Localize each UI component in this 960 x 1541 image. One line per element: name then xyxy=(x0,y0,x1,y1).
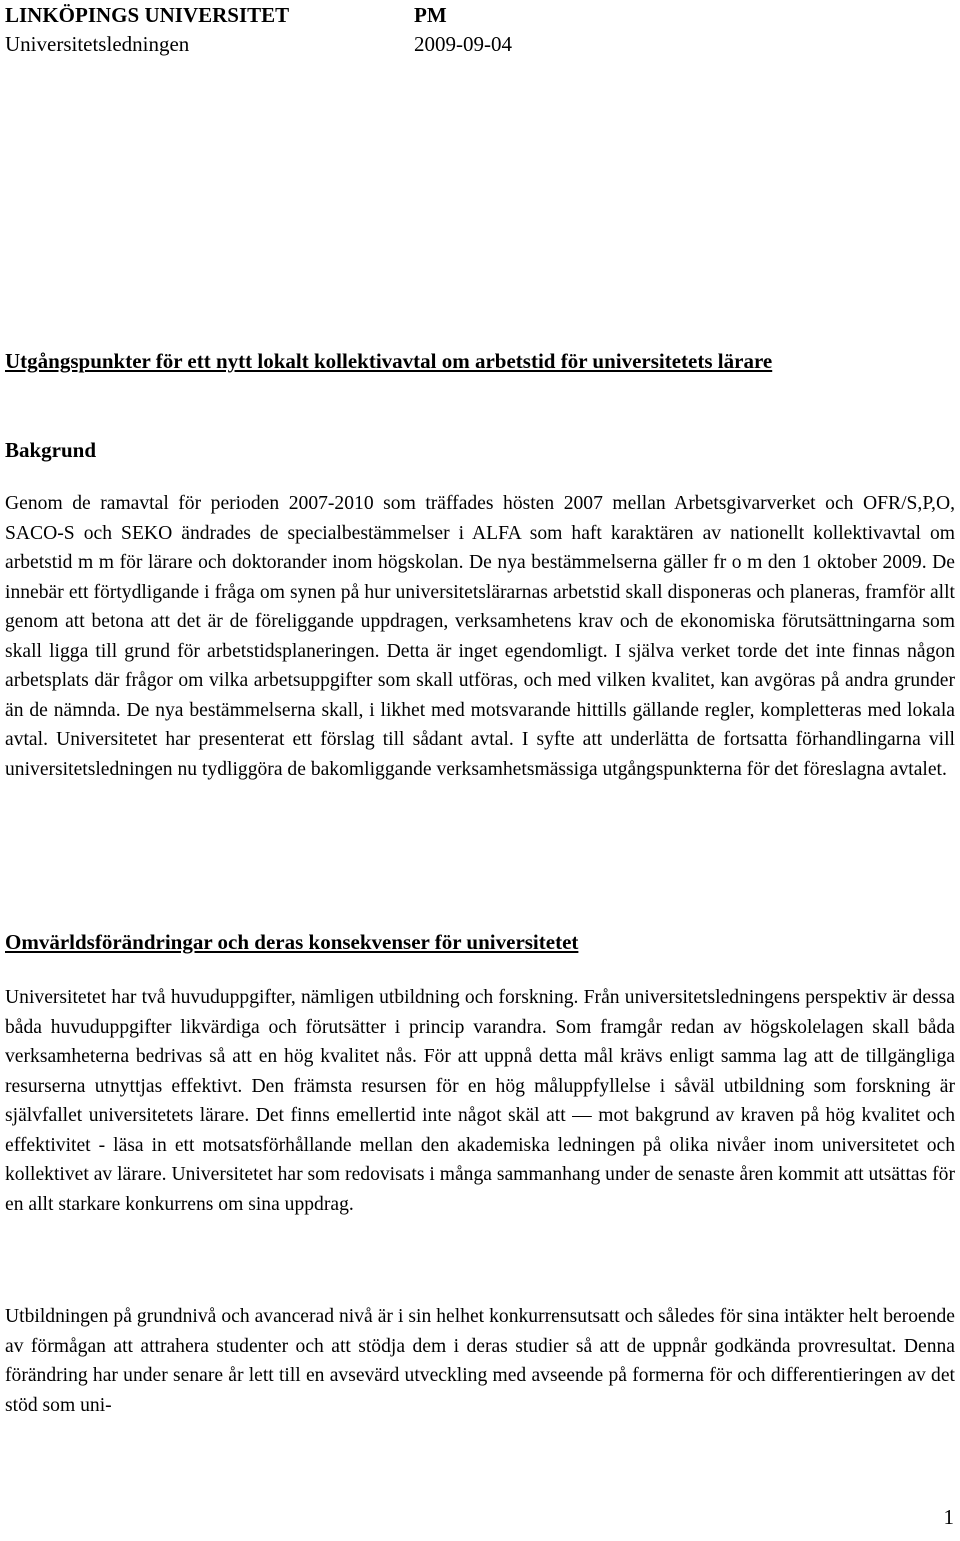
document-type: PM xyxy=(414,3,447,27)
section-heading-omvarldsforandringar: Omvärldsförändringar och deras konsekvenser för universitetet xyxy=(5,930,579,954)
organization-name: LINKÖPINGS UNIVERSITET xyxy=(5,3,290,27)
section-heading-bakgrund: Bakgrund xyxy=(5,438,97,462)
paragraph: Genom de ramavtal för perioden 2007-2010 som träffades hösten 2007 mellan Arbetsgivarverket och OFR/S,P,O, SACO-S och SEKO ändrades de specialbestämmelser i ALFA som haft karaktären av nationellt kollektivavtal om arbetstid m m för lärare och doktorander inom högskolan. De nya bestämmelserna gäller fr o m den 1 oktober 2009. De innebär ett förtydligande i fråga om synen på hur universitetslärarnas arbetstid skall disponeras och planeras, framför allt genom att betona att det är de föreliggande uppdragen, verksamhetens krav och de ekonomiska förutsättningarna som skall ligga till grund för arbetstidsplaneringen. Detta är inget egendomligt. I själva verket torde det inte finnas någon arbetsplats där frågor om vilka arbetsuppgifter som skall utföras, och med vilken kvalitet, kan avgöras på andra grunder än de nämnda. De nya bestämmelserna skall, i likhet med motsvarande hittills gällande regler, kompletteras med lokala avtal. Universitetet har presenterat ett förslag till sådant avtal. I syfte att underlätta de fortsatta förhandlingarna vill universitetsledningen nu tydliggöra de bakomliggande verksamhetsmässiga utgångspunkterna för det föreslagna avtalet. xyxy=(5,493,955,780)
paragraph: Utbildningen på grundnivå och avancerad nivå är i sin helhet konkurrensutsatt och således för sina intäkter helt beroende av förmågan att attrahera studenter och att stödja dem i deras studier så att de uppnår godkända provresultat. Denna förändring har under senare år lett till en avsevärd utveckling med avseende på formerna för och differentieringen av det stöd som uni- xyxy=(5,1306,955,1416)
document-title: Utgångspunkter för ett nytt lokalt kollektivavtal om arbetstid för universitetets lärare xyxy=(5,349,773,373)
page-number: 1 xyxy=(943,1505,954,1529)
paragraph: Universitetet har två huvuduppgifter, nämligen utbildning och forskning. Från universitetsledningens perspektiv är dessa båda huvuduppgifter likvärdiga och förutsätter i princip varandra. Som framgår redan av högskolelagen skall båda verksamheterna bedrivas så att en hög kvalitet nås. För att uppnå detta mål krävs enligt samma lag att de tillgängliga resurserna utnyttjas effektivt. Den främsta resursen för en hög måluppfyllelse i såväl utbildning som forskning är självfallet universitetets lärare. Det finns emellertid inte något skäl att — mot bakgrund av kraven på hög kvalitet och effektivitet - läsa in ett motsatsförhållande mellan den akademiska ledningen på olika nivåer inom universitetet och kollektivet av lärare. Universitetet har som redovisats i många sammanhang under de senaste åren kommit att utsättas för en allt starkare konkurrens om sina uppdrag. xyxy=(5,987,956,1215)
unit-name: Universitetsledningen xyxy=(5,32,190,56)
document-date: 2009-09-04 xyxy=(414,32,512,56)
